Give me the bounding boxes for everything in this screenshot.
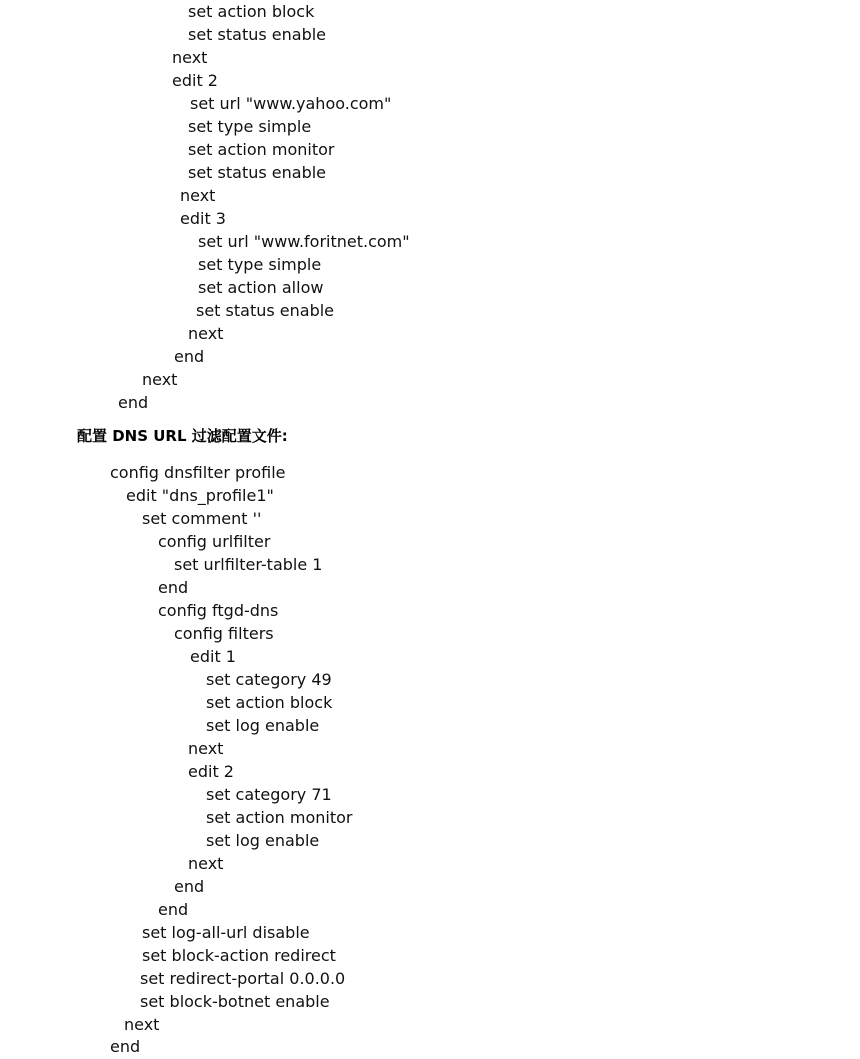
- code-line: edit "dns_profile1": [126, 486, 274, 505]
- code-line: end: [158, 578, 189, 597]
- code-line: end: [158, 900, 189, 919]
- code-line: edit 2: [172, 71, 218, 90]
- code-line: set action allow: [198, 278, 324, 297]
- code-line: set log enable: [206, 831, 320, 850]
- section-heading: 配置 DNS URL 过滤配置文件:: [77, 427, 288, 445]
- code-line: set action block: [206, 693, 333, 712]
- code-line: set category 71: [206, 785, 332, 804]
- code-line: set url "www.foritnet.com": [198, 232, 410, 251]
- code-line: set action monitor: [206, 808, 353, 827]
- code-line: end: [110, 1037, 141, 1056]
- code-line: set comment '': [142, 509, 262, 528]
- code-line: end: [174, 877, 205, 896]
- code-line: set status enable: [188, 25, 327, 44]
- code-line: next: [180, 186, 216, 205]
- code-line: set urlfilter-table 1: [174, 555, 323, 574]
- code-line: end: [118, 393, 149, 412]
- code-line: next: [142, 370, 178, 389]
- code-line: next: [124, 1015, 160, 1034]
- code-line: set action block: [188, 2, 315, 21]
- code-line: set block-action redirect: [142, 946, 336, 965]
- code-line: config dnsfilter profile: [110, 463, 286, 482]
- code-line: end: [174, 347, 205, 366]
- code-line: edit 3: [180, 209, 226, 228]
- code-line: set redirect-portal 0.0.0.0: [140, 969, 346, 988]
- code-line: next: [188, 739, 224, 758]
- code-line: edit 2: [188, 762, 234, 781]
- code-line: set type simple: [198, 255, 322, 274]
- code-line: set status enable: [196, 301, 335, 320]
- code-line: next: [188, 854, 224, 873]
- code-line: next: [172, 48, 208, 67]
- code-line: set action monitor: [188, 140, 335, 159]
- code-line: set block-botnet enable: [140, 992, 330, 1011]
- code-line: set log-all-url disable: [142, 923, 310, 942]
- code-line: set url "www.yahoo.com": [190, 94, 392, 113]
- code-line: config ftgd-dns: [158, 601, 279, 620]
- code-line: set log enable: [206, 716, 320, 735]
- code-line: next: [188, 324, 224, 343]
- code-line: edit 1: [190, 647, 236, 666]
- code-line: config filters: [174, 624, 274, 643]
- code-line: set type simple: [188, 117, 312, 136]
- code-line: config urlfilter: [158, 532, 271, 551]
- code-line: set status enable: [188, 163, 327, 182]
- code-line: set category 49: [206, 670, 332, 689]
